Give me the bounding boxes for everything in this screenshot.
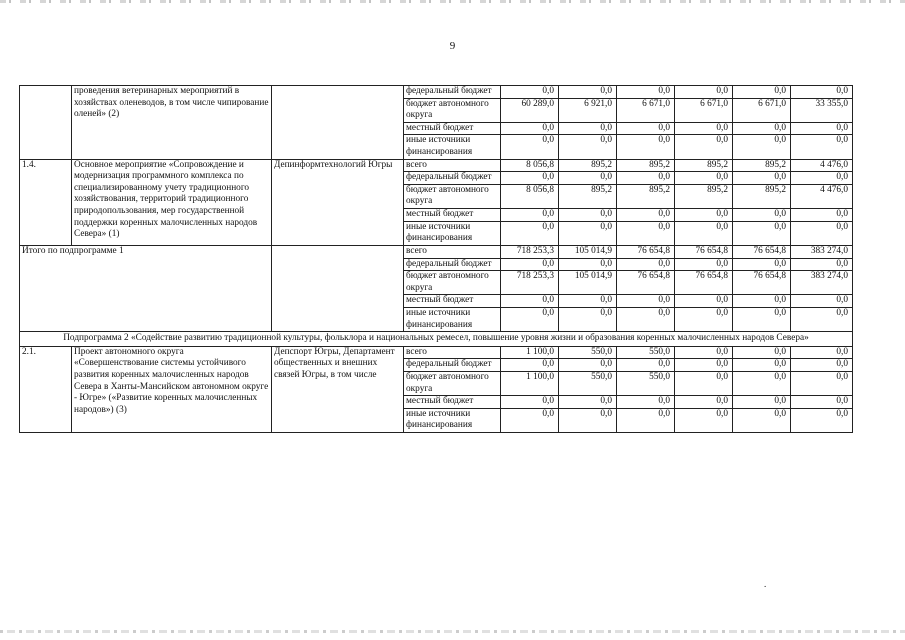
amount-cell: 1 100,0 <box>501 372 559 396</box>
amount-cell: 0,0 <box>675 359 733 372</box>
amount-cell: 0,0 <box>617 122 675 135</box>
scan-edge-bottom <box>0 630 905 633</box>
amount-cell: 105 014,9 <box>559 271 617 295</box>
amount-cell: 550,0 <box>617 346 675 359</box>
amount-cell: 895,2 <box>733 159 791 172</box>
amount-cell: 0,0 <box>733 359 791 372</box>
amount-cell: 0,0 <box>501 307 559 331</box>
amount-cell: 0,0 <box>675 172 733 185</box>
amount-cell: 0,0 <box>733 221 791 245</box>
funding-source: бюджет автономного округа <box>404 184 501 208</box>
amount-cell: 0,0 <box>675 295 733 308</box>
amount-cell: 0,0 <box>559 258 617 271</box>
amount-cell: 0,0 <box>559 408 617 432</box>
amount-cell: 0,0 <box>559 135 617 159</box>
amount-cell: 0,0 <box>675 86 733 99</box>
amount-cell: 33 355,0 <box>791 98 853 122</box>
scan-mark: . <box>764 579 767 589</box>
funding-source: бюджет автономного округа <box>404 271 501 295</box>
amount-cell: 0,0 <box>733 408 791 432</box>
amount-cell: 550,0 <box>617 372 675 396</box>
funding-source: всего <box>404 159 501 172</box>
funding-source: всего <box>404 245 501 258</box>
amount-cell: 0,0 <box>617 359 675 372</box>
amount-cell: 0,0 <box>501 408 559 432</box>
amount-cell: 76 654,8 <box>733 271 791 295</box>
amount-cell: 0,0 <box>675 307 733 331</box>
amount-cell: 0,0 <box>501 359 559 372</box>
item-name: Основное мероприятие «Сопровождение и модернизация программного комплекса по специализированному учету традиционного хозяйствования, территорий традиционного природопользования, мер государственной поддержки коренных малочисленных народов Севера» (1) <box>72 159 272 245</box>
amount-cell: 0,0 <box>559 359 617 372</box>
amount-cell: 0,0 <box>733 135 791 159</box>
funding-source: иные источники финансирования <box>404 221 501 245</box>
item-number: 2.1. <box>20 346 72 432</box>
amount-cell: 0,0 <box>675 221 733 245</box>
total-label: Итого по подпрограмме 1 <box>20 245 272 331</box>
amount-cell: 4 476,0 <box>791 159 853 172</box>
amount-cell: 0,0 <box>675 346 733 359</box>
amount-cell: 0,0 <box>791 122 853 135</box>
amount-cell: 1 100,0 <box>501 346 559 359</box>
funding-source: иные источники финансирования <box>404 408 501 432</box>
amount-cell: 0,0 <box>791 396 853 409</box>
responsible-executor: Депинформтехнологий Югры <box>272 159 404 245</box>
funding-source: федеральный бюджет <box>404 86 501 99</box>
amount-cell: 0,0 <box>617 408 675 432</box>
amount-cell: 0,0 <box>791 359 853 372</box>
amount-cell: 0,0 <box>617 209 675 222</box>
amount-cell: 0,0 <box>559 122 617 135</box>
amount-cell: 0,0 <box>733 86 791 99</box>
amount-cell: 718 253,3 <box>501 245 559 258</box>
amount-cell: 0,0 <box>791 295 853 308</box>
amount-cell: 0,0 <box>675 408 733 432</box>
amount-cell: 0,0 <box>617 258 675 271</box>
amount-cell: 895,2 <box>675 159 733 172</box>
table-body <box>20 86 853 433</box>
amount-cell: 0,0 <box>791 221 853 245</box>
amount-cell: 60 289,0 <box>501 98 559 122</box>
funding-source: иные источники финансирования <box>404 307 501 331</box>
amount-cell: 0,0 <box>675 122 733 135</box>
scan-edge-top <box>0 0 905 3</box>
funding-source: всего <box>404 346 501 359</box>
amount-cell: 76 654,8 <box>617 271 675 295</box>
item-name: Проект автономного округа «Совершенствование системы устойчивого развития коренных малочисленных народов Севера в Ханты-Мансийском автономном округе - Югре» («Развитие коренных малочисленных народов») (3) <box>72 346 272 432</box>
amount-cell: 0,0 <box>791 258 853 271</box>
amount-cell: 0,0 <box>559 172 617 185</box>
amount-cell: 0,0 <box>791 209 853 222</box>
amount-cell: 0,0 <box>733 307 791 331</box>
funding-source: федеральный бюджет <box>404 359 501 372</box>
amount-cell: 0,0 <box>559 396 617 409</box>
budget-table <box>19 85 853 433</box>
amount-cell: 0,0 <box>791 172 853 185</box>
amount-cell: 0,0 <box>675 135 733 159</box>
amount-cell: 0,0 <box>501 295 559 308</box>
funding-source: местный бюджет <box>404 209 501 222</box>
amount-cell: 0,0 <box>501 396 559 409</box>
funding-source: местный бюджет <box>404 122 501 135</box>
amount-cell: 0,0 <box>617 86 675 99</box>
amount-cell: 550,0 <box>559 372 617 396</box>
amount-cell: 718 253,3 <box>501 271 559 295</box>
amount-cell: 6 671,0 <box>617 98 675 122</box>
amount-cell: 76 654,8 <box>675 245 733 258</box>
amount-cell: 0,0 <box>559 209 617 222</box>
amount-cell: 895,2 <box>559 159 617 172</box>
amount-cell: 0,0 <box>791 86 853 99</box>
amount-cell: 383 274,0 <box>791 245 853 258</box>
amount-cell: 0,0 <box>791 346 853 359</box>
amount-cell: 0,0 <box>501 209 559 222</box>
amount-cell: 383 274,0 <box>791 271 853 295</box>
page-number: 9 <box>449 40 456 52</box>
amount-cell: 0,0 <box>733 346 791 359</box>
amount-cell: 4 476,0 <box>791 184 853 208</box>
amount-cell: 0,0 <box>501 135 559 159</box>
amount-cell: 0,0 <box>501 221 559 245</box>
item-number: 1.4. <box>20 159 72 245</box>
amount-cell: 0,0 <box>675 372 733 396</box>
table-row <box>20 346 853 359</box>
amount-cell: 0,0 <box>675 258 733 271</box>
amount-cell: 76 654,8 <box>733 245 791 258</box>
amount-cell: 0,0 <box>791 408 853 432</box>
table-row <box>20 159 853 172</box>
amount-cell: 0,0 <box>791 135 853 159</box>
amount-cell: 0,0 <box>617 307 675 331</box>
item-name: проведения ветеринарных мероприятий в хозяйствах оленеводов, в том числе чипирование оленей» (2) <box>72 86 272 160</box>
amount-cell: 0,0 <box>559 221 617 245</box>
amount-cell: 0,0 <box>617 135 675 159</box>
funding-source: федеральный бюджет <box>404 172 501 185</box>
amount-cell: 0,0 <box>791 307 853 331</box>
amount-cell: 0,0 <box>733 372 791 396</box>
amount-cell: 0,0 <box>791 372 853 396</box>
amount-cell: 0,0 <box>501 86 559 99</box>
funding-source: бюджет автономного округа <box>404 98 501 122</box>
table-row <box>20 245 853 258</box>
amount-cell: 0,0 <box>617 295 675 308</box>
amount-cell: 0,0 <box>733 172 791 185</box>
funding-source: бюджет автономного округа <box>404 372 501 396</box>
responsible-executor <box>272 245 404 331</box>
amount-cell: 0,0 <box>675 396 733 409</box>
table-row <box>20 86 853 99</box>
amount-cell: 6 921,0 <box>559 98 617 122</box>
amount-cell: 0,0 <box>617 172 675 185</box>
funding-source: иные источники финансирования <box>404 135 501 159</box>
funding-source: местный бюджет <box>404 396 501 409</box>
amount-cell: 6 671,0 <box>675 98 733 122</box>
funding-source: местный бюджет <box>404 295 501 308</box>
amount-cell: 0,0 <box>559 86 617 99</box>
amount-cell: 0,0 <box>675 209 733 222</box>
amount-cell: 0,0 <box>733 258 791 271</box>
responsible-executor <box>272 86 404 160</box>
amount-cell: 895,2 <box>559 184 617 208</box>
responsible-executor: Депспорт Югры, Департамент общественных и внешних связей Югры, в том числе <box>272 346 404 432</box>
section-title: Подпрограмма 2 «Содействие развитию традиционной культуры, фольклора и национальных ремесел, повышение уровня жизни и образования коренных малочисленных народов Севера» <box>20 332 853 347</box>
amount-cell: 0,0 <box>501 122 559 135</box>
item-number <box>20 86 72 160</box>
amount-cell: 0,0 <box>617 396 675 409</box>
section-row <box>20 332 853 347</box>
amount-cell: 895,2 <box>617 184 675 208</box>
amount-cell: 0,0 <box>733 295 791 308</box>
amount-cell: 895,2 <box>675 184 733 208</box>
amount-cell: 0,0 <box>733 122 791 135</box>
funding-source: федеральный бюджет <box>404 258 501 271</box>
amount-cell: 76 654,8 <box>675 271 733 295</box>
amount-cell: 0,0 <box>733 209 791 222</box>
amount-cell: 8 056,8 <box>501 159 559 172</box>
amount-cell: 0,0 <box>733 396 791 409</box>
amount-cell: 8 056,8 <box>501 184 559 208</box>
amount-cell: 6 671,0 <box>733 98 791 122</box>
amount-cell: 0,0 <box>559 295 617 308</box>
amount-cell: 0,0 <box>501 258 559 271</box>
amount-cell: 0,0 <box>559 307 617 331</box>
amount-cell: 105 014,9 <box>559 245 617 258</box>
amount-cell: 895,2 <box>733 184 791 208</box>
amount-cell: 0,0 <box>617 221 675 245</box>
amount-cell: 76 654,8 <box>617 245 675 258</box>
amount-cell: 550,0 <box>559 346 617 359</box>
amount-cell: 0,0 <box>501 172 559 185</box>
amount-cell: 895,2 <box>617 159 675 172</box>
